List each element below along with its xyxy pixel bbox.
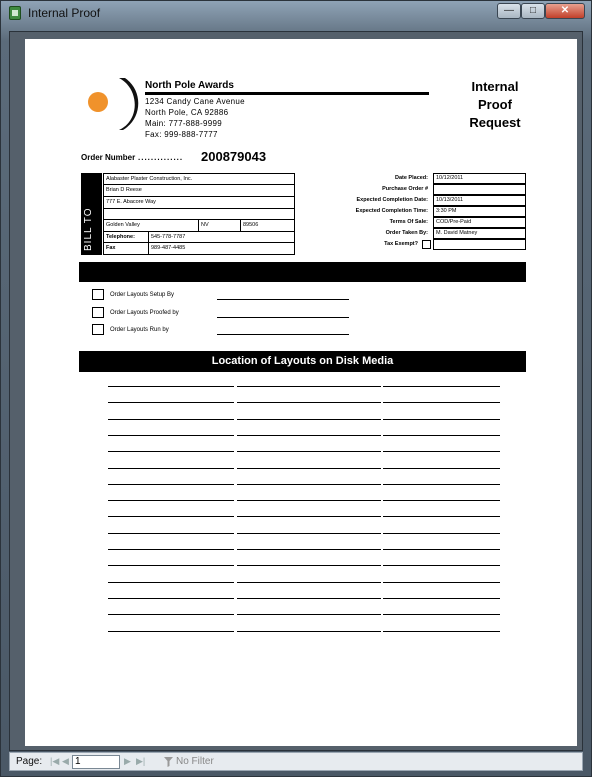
media-grid-line: [108, 516, 234, 517]
media-grid-line: [383, 402, 500, 403]
media-grid-line: [237, 468, 381, 469]
report-preview-area[interactable]: [9, 31, 583, 751]
last-page-icon[interactable]: ▶|: [136, 756, 146, 766]
media-grid-line: [237, 516, 381, 517]
previous-page-icon[interactable]: ◀: [62, 756, 69, 766]
tax-exempt-checkbox: [422, 240, 431, 249]
order-taken-by-value: M. David Matney: [433, 228, 526, 239]
company-divider: [145, 92, 429, 95]
terms-of-sale-label: Terms Of Sale:: [389, 219, 428, 225]
bill-to-street: 777 E. Abacore Way: [104, 197, 294, 209]
media-grid-line: [108, 468, 234, 469]
tax-exempt-label: Tax Exempt?: [384, 241, 418, 247]
proofed-by-signature-line: [217, 317, 349, 318]
order-number-label: Order Number: [81, 153, 136, 162]
media-grid-line: [237, 598, 381, 599]
media-grid-line: [383, 614, 500, 615]
company-name: North Pole Awards: [145, 80, 234, 91]
window-title: Internal Proof: [28, 6, 101, 20]
bill-to-telephone-label: Telephone:: [106, 234, 135, 240]
bill-to-state: NV: [198, 220, 240, 231]
media-grid-line: [383, 598, 500, 599]
expected-completion-date-label: Expected Completion Date:: [356, 197, 428, 203]
document-title: [445, 78, 545, 132]
company-address-line: 1234 Candy Cane Avenue: [145, 97, 245, 106]
purchase-order-label: Purchase Order #: [382, 186, 428, 192]
page-label: Page:: [16, 756, 43, 767]
media-grid-line: [383, 419, 500, 420]
document-title-line: Internal: [471, 79, 519, 94]
media-grid-line: [108, 533, 234, 534]
media-section-header: Location of Layouts on Disk Media: [79, 351, 526, 372]
media-grid-line: [108, 419, 234, 420]
expected-completion-date-value: 10/13/2011: [433, 195, 526, 206]
company-fax: Fax: 999-888-7777: [145, 130, 218, 139]
bill-to-city: Golden Valley: [106, 222, 140, 228]
section-divider-bar: [79, 262, 526, 282]
bill-to-city-row: [104, 220, 294, 232]
report-page: [25, 39, 577, 746]
proofed-by-checkbox: [92, 307, 104, 318]
bill-to-fax: 989-487-4485: [148, 243, 294, 254]
media-grid-line: [108, 386, 234, 387]
bill-to-blank-line: [104, 209, 294, 220]
minimize-button[interactable]: —: [497, 3, 521, 19]
title-bar[interactable]: [1, 1, 591, 27]
media-grid-line: [237, 402, 381, 403]
media-grid-line: [383, 549, 500, 550]
media-grid-line: [108, 598, 234, 599]
media-grid-line: [383, 533, 500, 534]
run-by-label: Order Layouts Run by: [110, 327, 169, 333]
bill-to-zip: 89506: [240, 220, 294, 231]
media-grid-line: [383, 484, 500, 485]
media-grid-line: [237, 386, 381, 387]
proofed-by-label: Order Layouts Proofed by: [110, 310, 179, 316]
media-grid-line: [383, 386, 500, 387]
setup-by-signature-line: [217, 299, 349, 300]
date-placed-label: Date Placed:: [394, 175, 428, 181]
logo-arc-icon: [117, 76, 143, 132]
media-grid-line: [383, 565, 500, 566]
page-number-input[interactable]: 1: [72, 755, 120, 769]
document-title-line: Proof: [478, 97, 512, 112]
order-number-leader: ..............: [138, 153, 184, 162]
purchase-order-value: [433, 184, 526, 195]
tax-exempt-value: [433, 239, 526, 250]
media-grid-line: [383, 435, 500, 436]
media-grid-line: [108, 451, 234, 452]
close-button[interactable]: ✕: [545, 3, 585, 19]
filter-icon[interactable]: [164, 757, 173, 767]
next-page-icon[interactable]: ▶: [124, 756, 131, 766]
media-grid-line: [237, 435, 381, 436]
run-by-signature-line: [217, 334, 349, 335]
media-grid-line: [108, 565, 234, 566]
media-grid-line: [108, 484, 234, 485]
media-grid-line: [108, 631, 234, 632]
company-address-line: North Pole, CA 92886: [145, 108, 229, 117]
status-bar: [9, 752, 583, 771]
media-grid-line: [237, 500, 381, 501]
media-grid-line: [237, 549, 381, 550]
document-title-line: Request: [469, 115, 521, 130]
media-grid-line: [237, 614, 381, 615]
media-grid-line: [108, 500, 234, 501]
media-grid-line: [108, 582, 234, 583]
setup-by-label: Order Layouts Setup By: [110, 292, 175, 298]
media-grid-line: [237, 533, 381, 534]
media-grid-line: [383, 582, 500, 583]
media-grid-line: [237, 631, 381, 632]
media-grid-line: [383, 451, 500, 452]
media-grid-line: [383, 468, 500, 469]
order-taken-by-label: Order Taken By:: [385, 230, 428, 236]
run-by-checkbox: [92, 324, 104, 335]
no-filter-indicator[interactable]: No Filter: [176, 756, 214, 767]
order-number-value: 200879043: [201, 149, 267, 164]
setup-by-checkbox: [92, 289, 104, 300]
bill-to-company: Alabaster Plaster Construction, Inc.: [104, 174, 294, 185]
media-grid-line: [383, 631, 500, 632]
media-grid-line: [237, 484, 381, 485]
bill-to-telephone: 545-778-7787: [148, 232, 294, 242]
bill-to-contact: Brian D Reese: [104, 185, 294, 197]
company-phone: Main: 777-888-9999: [145, 119, 223, 128]
logo-orange-circle: [88, 92, 108, 112]
media-grid-line: [237, 582, 381, 583]
media-grid-line: [237, 451, 381, 452]
media-grid-line: [237, 419, 381, 420]
bill-to-fax-label: Fax: [106, 245, 116, 251]
date-placed-value: 10/12/2011: [433, 173, 526, 184]
app-icon: [9, 6, 21, 20]
terms-of-sale-value: COD/Pre-Paid: [433, 217, 526, 228]
first-page-icon[interactable]: |◀: [50, 756, 60, 766]
expected-completion-time-value: 3:30 PM: [433, 206, 526, 217]
media-grid-line: [108, 614, 234, 615]
media-grid-line: [383, 516, 500, 517]
media-grid-line: [237, 565, 381, 566]
media-grid-line: [383, 500, 500, 501]
expected-completion-time-label: Expected Completion Time:: [355, 208, 428, 214]
maximize-button[interactable]: □: [521, 3, 545, 19]
media-grid-line: [108, 402, 234, 403]
media-grid-line: [108, 435, 234, 436]
media-grid-line: [108, 549, 234, 550]
bill-to-label: BILL TO: [83, 207, 94, 251]
